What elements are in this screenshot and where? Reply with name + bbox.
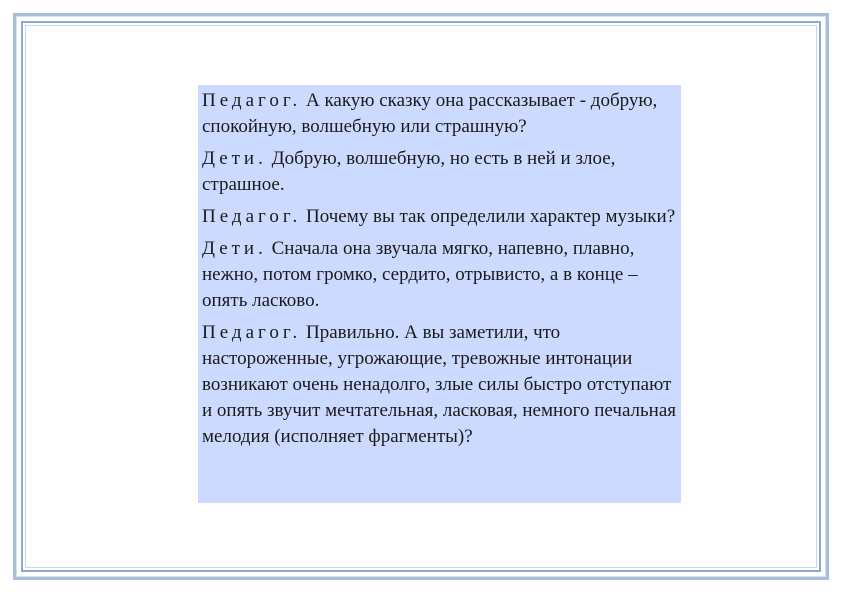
speaker-label: Педагог.: [202, 90, 302, 111]
speaker-label: Педагог.: [202, 206, 302, 227]
dialogue-text: Сначала она звучала мягко, напевно, плавно, нежно, потом громко, сердито, отрывисто, а в конце – опять ласково.: [202, 238, 638, 311]
dialogue-line-3: [202, 204, 678, 230]
dialogue-text: Добрую, волшебную, но есть в ней и злое, страшное.: [202, 148, 616, 195]
speaker-label: Дети.: [202, 148, 267, 169]
dialogue-line-1: [202, 88, 678, 140]
speaker-label: Дети.: [202, 238, 267, 259]
dialogue-text: Правильно. А вы заметили, что настороженные, угрожающие, тревожные интонации возникают очень ненадолго, злые силы быстро отступают и опять звучит мечтательная, ласковая, немного печальная мелодия (исполняет фрагменты)?: [202, 322, 677, 447]
dialogue-line-2: [202, 146, 678, 198]
speaker-label: Педагог.: [202, 322, 302, 343]
dialogue-text-box: [198, 85, 681, 503]
dialogue-text: А какую сказку она рассказывает - добрую, спокойную, волшебную или страшную?: [202, 90, 658, 137]
dialogue-line-4: [202, 236, 678, 314]
dialogue-line-5: [202, 320, 678, 450]
dialogue-text: Почему вы так определили характер музыки?: [305, 206, 676, 227]
